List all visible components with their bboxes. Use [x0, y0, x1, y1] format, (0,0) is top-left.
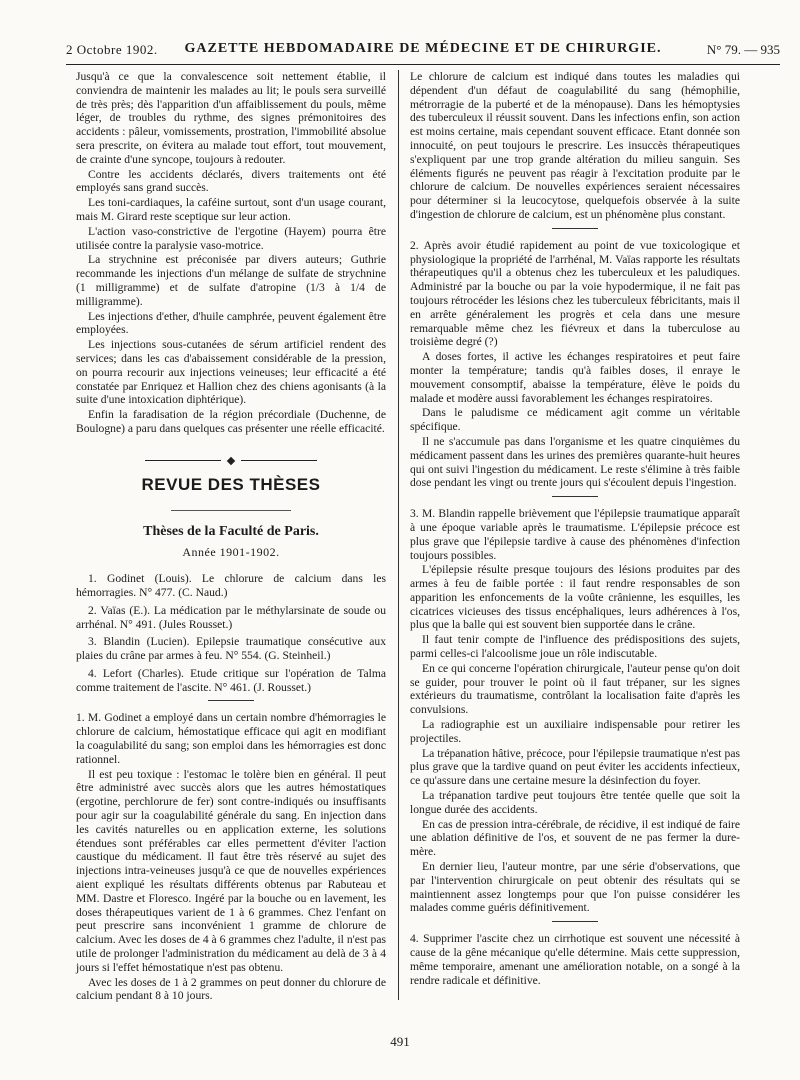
paragraph: 4. Supprimer l'ascite chez un cirrhotique est souvent une nécessité à cause de la gêne mécanique qu'elle détermine. Mais cette suppression, même temporaire, amenant une amélioration notable, on a songé à la rendre radicale et définitive. [410, 932, 740, 987]
section-ornament [76, 458, 386, 464]
paragraph: L'action vaso-constrictive de l'ergotine (Hayem) pourra être utilisée contre la paralysie vaso-motrice. [76, 224, 386, 252]
paragraph: En ce qui concerne l'opération chirurgicale, l'auteur pense qu'on doit se guider, pour trouver le point où il faut trépaner, sur les signes extérieurs du traumatisme, contrôlant la localisation faite d'après les convulsions. [410, 661, 740, 717]
paragraph: La trépanation tardive peut toujours être tentée quelle que soit la longue durée des accidents. [410, 789, 740, 816]
paragraph: 2. Vaïas (E.). La médication par le méthylarsinate de soude ou arrhénal. N° 491. (Jules Rousset.) [76, 603, 386, 631]
paragraph: Il est peu toxique : l'estomac le tolère bien en général. Il peut être administré avec succès alors que les autres hémostatiques (ergotine, perchlorure de fer) sont contre-indiqués ou insuffisants pour agir sur la coagulabilité générale du sang. En injection dans les cavités naturelles ou en application externe, les solutions étendues sont préférables car elles permettent d'éviter l'action caustique du médicament. Il faut être très réservé au sujet des injections intra-veineuses jusqu'à ce que de nouvelles expériences aient expliqué les résultats différents obtenus par Rabuteau et MM. Dastre et Floresco. Ingéré par la bouche ou en lavement, les doses thérapeutiques varient de 1 à 6 grammes. Chez l'enfant on peut prescrire sans inconvénient 1 gramme de chlorure de calcium. Avec les doses de 4 à 6 grammes chez l'adulte, il n'est pas utile de prolonger l'administration du médicament au delà de 3 à 4 jours si l'effet hémostatique n'est pas obtenu. [76, 767, 386, 974]
separator-2 [552, 496, 598, 497]
paragraph: La radiographie est un auxiliaire indispensable pour retirer les projectiles. [410, 718, 740, 745]
paragraph: 3. M. Blandin rappelle brièvement que l'épilepsie traumatique apparaît à une époque variable après le traumatisme. L'épilepsie précoce est plus grave que l'épilepsie tardive à cause des phénomènes d'infection toujours possibles. [410, 507, 740, 562]
left-body-text [76, 711, 386, 1003]
paragraph: La trépanation hâtive, précoce, pour l'épilepsie traumatique n'est pas plus grave que la tardive quand on peut éviter les accidents infectieux, ce qu'assure dans une certaine mesure la désinfection du foyer. [410, 746, 740, 788]
left-column [76, 70, 386, 1010]
right-section-1 [410, 70, 740, 222]
header-date: 2 Octobre 1902. [66, 42, 158, 57]
left-top-text [76, 70, 386, 436]
right-section-2 [410, 239, 740, 490]
thesis-list [76, 572, 386, 694]
ornament-diamond-icon [227, 456, 235, 464]
paragraph: 3. Blandin (Lucien). Epilepsie traumatique consécutive aux plaies du crâne par armes à feu. N° 554. (G. Steinheil.) [76, 635, 386, 663]
paragraph: En cas de pression intra-cérébrale, de récidive, il est indiqué de faire une ablation définitive de l'os, et souvent de ne pas fermer la dure-mère. [410, 817, 740, 859]
academic-year: Année 1901-1902. [182, 545, 280, 560]
paragraph: 4. Lefort (Charles). Etude critique sur l'opération de Talma comme traitement de l'ascite. N° 461. (J. Rousset.) [76, 666, 386, 694]
running-header [66, 38, 780, 62]
paragraph: Dans le paludisme ce médicament agit comme un véritable spécifique. [410, 406, 740, 434]
separator-3 [552, 921, 598, 922]
paragraph: En dernier lieu, l'auteur montre, par une série d'observations, que par l'intervention chirurgicale on peut obtenir des résultats qui se maintiennent assez longtemps pour que l'on puisse considérer les malades comme guéris définitivement. [410, 860, 740, 915]
paragraph: Les toni-cardiaques, la caféine surtout, sont d'un usage courant, mais M. Girard reste sceptique sur leur action. [76, 196, 386, 223]
ornament-bar-right [241, 460, 317, 461]
paragraph: Les injections d'ether, d'huile camphrée, peuvent également être employées. [76, 309, 386, 337]
ornament-bar-left [145, 460, 221, 461]
right-column [410, 70, 740, 1010]
paragraph: Le chlorure de calcium est indiqué dans toutes les maladies qui dépendent d'un défaut de coagulabilité du sang (hémophilie, métrorragie de la puberté et de la ménopause). Dans les hémoptysies des tuberculeux il réussit souvent. Dans les infections enfin, son action est moins certaine, mais cependant souvent efficace. Etant donnée son innocuité, on peut toujours le prescrire. Les insuccès thérapeutiques s'expliquent par une trop grande altération du milieu sanguin. Ses éléments figurés ne peuvent pas réagir à l'excitation produite par le chlorure de calcium. De nouvelles expériences seraient nécessaires pour déterminer si la leucocytose, quelquefois observée à la suite d'ingestion de chlorure de calcium, est un phénomène plus constant. [410, 70, 740, 221]
subsection-title: Thèses de la Faculté de Paris. [143, 523, 319, 539]
page-number: 491 [390, 1034, 410, 1049]
paragraph: Il ne s'accumule pas dans l'organisme et les quatre cinquièmes du médicament passent dans les urines des premières quarante-huit heures qui ont suivi l'ingestion du médicament. Le reste s'élimine à très faible dose pendant les vingt ou trente jours qui s'écoulent depuis l'ingestion. [410, 434, 740, 490]
paragraph: La strychnine est préconisée par divers auteurs; Guthrie recommande les injections d'un mélange de sulfate de strychnine (1 milligramme) et de sulfate d'atropine (1/3 à 1/4 de milligramme). [76, 253, 386, 308]
paragraph: 2. Après avoir étudié rapidement au point de vue toxicologique et physiologique la propriété de l'arrhénal, M. Vaïas rapporte les résultats thérapeutiques qu'il a obtenus chez les tuberculeux et les paludiques. Administré par la bouche ou par la voie hypodermique, il ne fait pas toujours rétrocéder les lésions chez les tuberculeux fébricitants, mais il en arrête généralement les progrès et cela dans une mesure remarquable même chez les fiévreux et dans la tuberculose au troisième degré (?) [410, 238, 740, 349]
section-title: REVUE DES THÈSES [141, 474, 321, 494]
column-divider [398, 70, 399, 1000]
paragraph: 1. Godinet (Louis). Le chlorure de calcium dans les hémorragies. N° 477. (C. Naud.) [76, 572, 386, 599]
header-rule [66, 64, 780, 65]
right-section-3 [410, 507, 740, 915]
paragraph: A doses fortes, il active les échanges respiratoires et peut faire monter la température; tandis qu'à faibles doses, il enraye le mouvement consomptif, abaisse la température, élève le poids du malade et modère aussi favorablement les échanges respiratoires. [410, 350, 740, 405]
paragraph: Avec les doses de 1 à 2 grammes on peut donner du chlorure de calcium pendant 8 à 10 jours. [76, 975, 386, 1003]
refs-separator [208, 700, 254, 701]
paragraph: Les injections sous-cutanées de sérum artificiel rendent des services; dans les cas d'abaissement considérable de la pression, on pourra recourir aux injections veineuses; leur efficacité a été constatée par Enriquez et Hallion chez des chiens agonisants (à la suite d'une intoxication diphtérique). [76, 338, 386, 407]
paragraph: Il faut tenir compte de l'influence des prédispositions des sujets, parmi celles-ci l'alcoolisme joue un rôle indiscutable. [410, 633, 740, 661]
paragraph: 1. M. Godinet a employé dans un certain nombre d'hémorragies le chlorure de calcium, hémostatique efficace qui agit en modifiant la coagulabilité du sang; son emploi dans les hémorragies est donc rationnel. [76, 711, 386, 766]
paragraph: L'épilepsie résulte presque toujours des lésions produites par des armes à feu de faible portée : il faut rendre responsables de son apparition les enfoncements de la voûte crânienne, les esquilles, les cicatrices vicieuses des tissus encéphaliques, leurs adhérences à l'os, plus que la balle qui est souvent bien supportée dans le crâne. [410, 563, 740, 632]
paragraph: Jusqu'à ce que la convalescence soit nettement établie, il conviendra de maintenir les malades au lit; le pouls sera surveillé de très près; dès l'apparition d'un affaiblissement du pouls, même léger, de troubles du rythme, des signes prémonitoires des accidents : pâleur, vomissements, prostration, l'immobilité absolue sera prescrite, on évitera au malade tout effort, tout mouvement, de crainte d'une syncope, toujours à redouter. [76, 70, 386, 166]
paragraph: Enfin la faradisation de la région précordiale (Duchenne, de Boulogne) a paru dans quelques cas présenter une réelle efficacité. [76, 408, 386, 435]
section-rule [171, 510, 291, 511]
header-page-ref: N° 79. — 935 [706, 42, 780, 57]
header-title: GAZETTE HEBDOMADAIRE DE MÉDECINE ET DE CHIRURGIE. [184, 41, 662, 56]
right-section-4 [410, 932, 740, 987]
paragraph: Contre les accidents déclarés, divers traitements ont été employés sans grand succès. [76, 167, 386, 195]
separator-1 [552, 228, 598, 229]
